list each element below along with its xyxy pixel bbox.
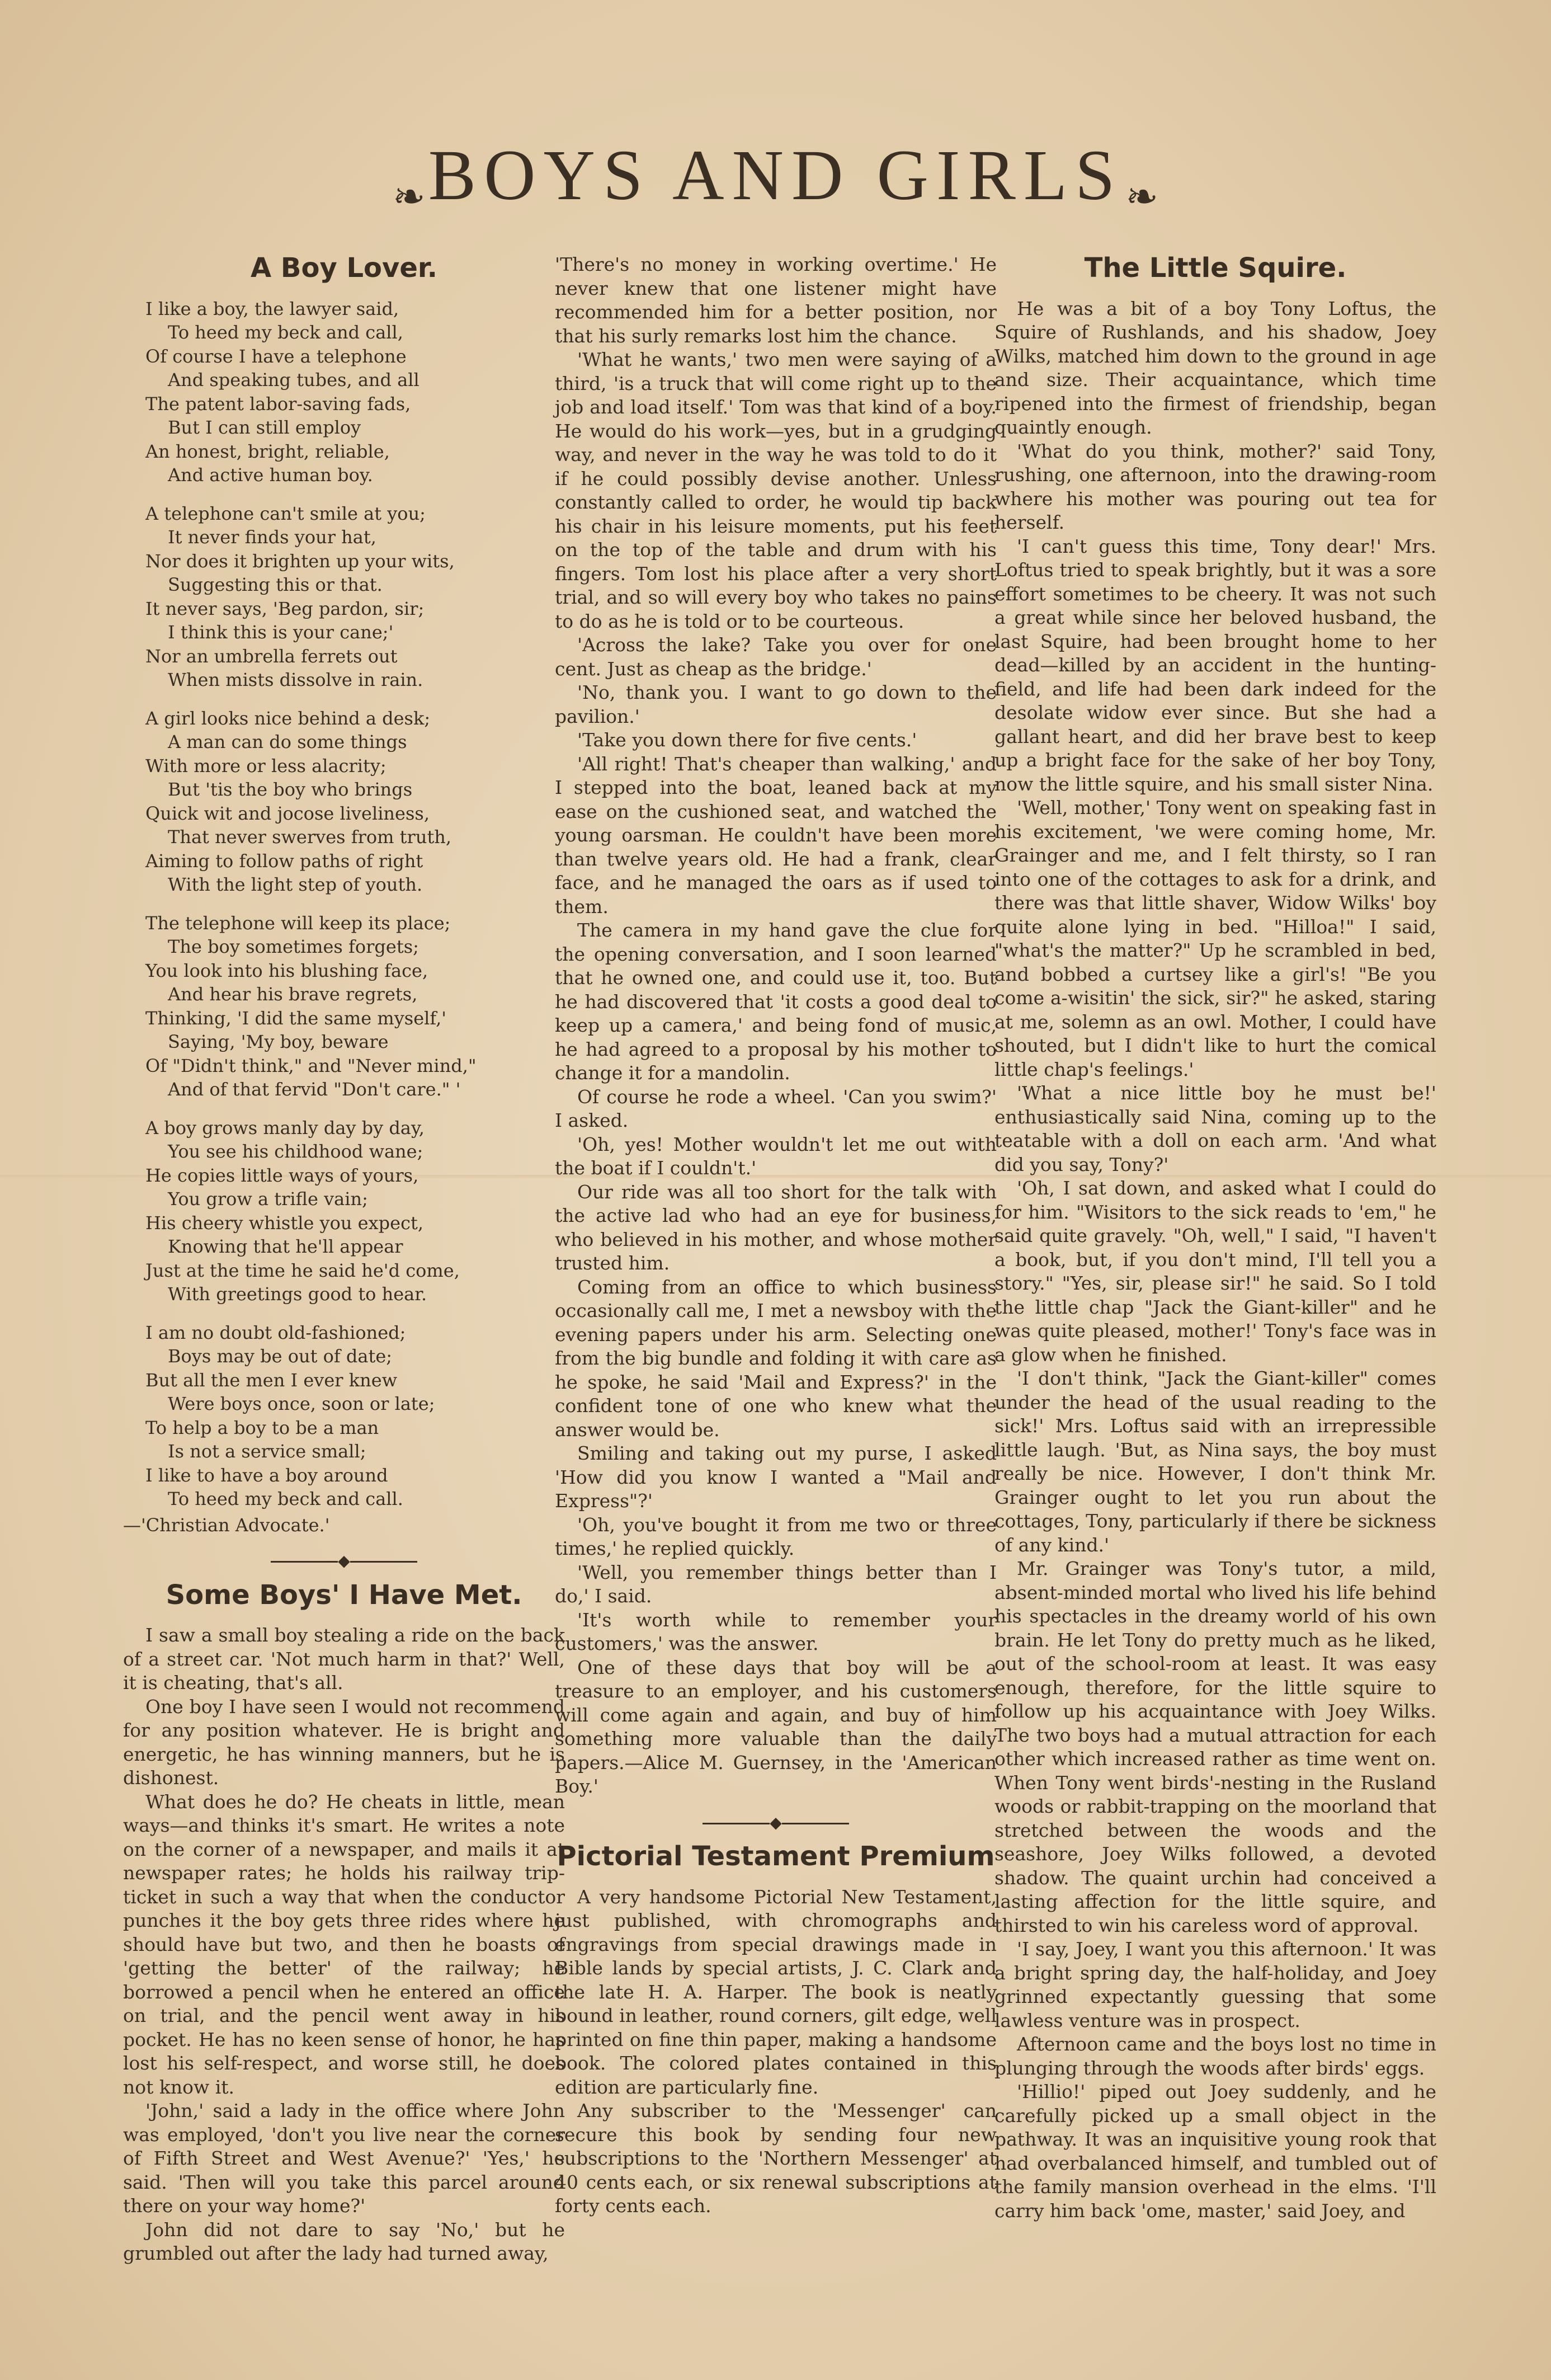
poem-line: It never finds your hat, — [168, 526, 376, 548]
poem-line: I think this is your cane;' — [168, 622, 394, 643]
column-1 — [123, 246, 565, 2266]
paragraph: 'Oh, yes! Mother wouldn't let me out with the boat if I couldn't.' — [555, 1133, 997, 1179]
left-ornament-icon: ❧ — [393, 173, 426, 220]
poem-line: With greetings good to hear. — [168, 1283, 427, 1305]
poem-line: But 'tis the boy who brings — [168, 779, 413, 800]
poem-line: I am no doubt old-fashioned; — [145, 1321, 406, 1343]
poem-stanza — [145, 502, 565, 692]
poem-line: But I can still employ — [168, 417, 361, 438]
poem-line: And speaking tubes, and all — [168, 369, 419, 391]
poem-line: To heed my beck and call. — [168, 1488, 403, 1509]
paragraph: The camera in my hand gave the clue for the opening conversation, and I soon learned that he owned one, and could use it, too. But he had discovered that 'it costs a good deal to keep up a camera,' and being fond of music, he had agreed to a proposal by his mother to change it for a mandolin. — [555, 919, 997, 1084]
poem-line: An honest, bright, reliable, — [145, 440, 390, 462]
paragraph: 'Oh, you've bought it from me two or three times,' he replied quickly. — [555, 1513, 997, 1559]
boys-met-title: Some Boys' I Have Met. — [166, 1579, 522, 1611]
poem-line: You grow a trifle vain; — [168, 1188, 368, 1210]
column-3 — [994, 246, 1436, 2223]
poem-line: Were boys once, soon or late; — [168, 1393, 435, 1414]
poem-stanza — [145, 911, 565, 1102]
poem-line: A man can do some things — [168, 731, 407, 752]
paragraph: 'There's no money in working overtime.' He never knew that one listener might have recommended him for a better position, nor that his surly remarks lost him the chance. — [555, 253, 997, 347]
poem-line: He copies little ways of yours, — [145, 1164, 419, 1186]
paragraph: 'Well, you remember things better than I do,' I said. — [555, 1561, 997, 1607]
poem-line: A boy grows manly day by day, — [145, 1117, 425, 1139]
column-2 — [555, 253, 997, 2218]
premium-title: Pictorial Testament Premium — [557, 1841, 995, 1872]
poem-line: Suggesting this or that. — [168, 574, 383, 595]
poem-stanza — [145, 297, 565, 487]
poem-line: It never says, 'Beg pardon, sir; — [145, 598, 425, 619]
poem-line: With the light step of youth. — [168, 874, 423, 895]
boy-lover-title: A Boy Lover. — [251, 252, 437, 284]
paragraph: 'No, thank you. I want to go down to the pavilion.' — [555, 681, 997, 727]
paragraph: 'All right! That's cheaper than walking,' and I stepped into the boat, leaned back at my ease on the cushioned seat, and watched the young oarsman. He couldn't have been more than twelve years old. He had a frank, clear face, and he managed the oars as if used to them. — [555, 752, 997, 918]
poem-line: To heed my beck and call, — [168, 322, 403, 343]
paragraph: 'Across the lake? Take you over for one cent. Just as cheap as the bridge.' — [555, 634, 997, 680]
paragraph: 'Hillio!' piped out Joey suddenly, and he carefully picked up a small object in the pathway. It was an inquisitive young rook that had overbalanced himself, and tumbled out of the family mansion overhead in the elms. 'I'll carry him back 'ome, master,' said Joey, and — [994, 2081, 1436, 2222]
paragraph: 'I don't think, "Jack the Giant-killer" comes under the head of the usual reading to the sick!' Mrs. Loftus said with an irrepressible little laugh. 'But, as Nina says, the boy must really be nice. However, I don't think Mr. Grainger ought to let you run about the cottages, Tony, particularly if there be sickness of any kind.' — [994, 1367, 1436, 1556]
poem-line: Knowing that he'll appear — [168, 1236, 403, 1257]
poem-line: And hear his brave regrets, — [168, 984, 418, 1005]
paragraph: 'Take you down there for five cents.' — [577, 729, 917, 751]
paragraph: Any subscriber to the 'Messenger' can secure this book by sending four new subscriptions to the 'Northern Messenger' at 40 cents each, or six renewal subscriptions at forty cents each. — [555, 2100, 997, 2217]
paragraph: I saw a small boy stealing a ride on the back of a street car. 'Not much harm in that?' Well, it is cheating, that's all. — [123, 1624, 565, 1694]
paragraph: One boy I have seen I would not recommend for any position whatever. He is bright and energetic, he has winning manners, but he is dishonest. — [123, 1695, 565, 1789]
poem-line: Quick wit and jocose liveliness, — [145, 802, 430, 824]
poem-line: Of course I have a telephone — [145, 345, 407, 367]
paragraph: Coming from an office to which business occasionally call me, I met a newsboy with the evening papers under his arm. Selecting one from the big bundle and folding it with care as he spoke, he said 'Mail and Express?' in the confident tone of one who knew what the answer would be. — [555, 1276, 997, 1441]
poem-line: The patent labor-saving fads, — [145, 393, 411, 415]
paragraph: 'What a nice little boy he must be!' enthusiastically said Nina, coming up to the teatable with a doll on each arm. 'And what did you say, Tony?' — [994, 1082, 1436, 1175]
poem-line: A telephone can't smile at you; — [145, 502, 426, 524]
paragraph: 'I can't guess this time, Tony dear!' Mrs. Loftus tried to speak brightly, but it was a sore effort sometimes to be cheery. It was not such a great while since her beloved husband, the last Squire, had been brought home to her dead—killed by an accident in the hunting-field, and life had been dark indeed for the desolate widow ever since. But she had a gallant heart, and did her brave best to keep up a bright face for the sake of her boy Tony, now the little squire, and his small sister Nina. — [994, 535, 1436, 795]
poem-line: You see his childhood wane; — [168, 1141, 423, 1162]
poem-line: Saying, 'My boy, beware — [168, 1031, 389, 1052]
poem-line: And active human boy. — [168, 464, 373, 486]
poem-line: Thinking, 'I did the same myself,' — [145, 1007, 447, 1029]
paragraph: 'What he wants,' two men were saying of a third, 'is a truck that will come right up to the job and load itself.' Tom was that kind of a boy. He would do his work—yes, but in a grudging way, and never in the way he was told to do it if he could possibly devise another. Unless constantly called to order, he would tip back his chair in his leisure moments, put his feet on the top of the table and drum with his fingers. Tom lost his place after a very short trial, and so will every boy who takes no pains to do as he is told or to be courteous. — [555, 349, 997, 632]
section-title: BOYS AND GIRLS — [428, 135, 1123, 215]
paragraph: Mr. Grainger was Tony's tutor, a mild, absent-minded mortal who lived his life behind his spectacles in the dreamy world of his own brain. He let Tony do pretty much as he liked, out of the school-room at least. It was easy enough, therefore, for the little squire to follow up his acquaintance with Joey Wilks. The two boys had a mutual attraction for each other which increased rather as time went on. When Tony went birds'-nesting in the Rusland woods or rabbit-trapping on the moorland that stretched between the woods and the seashore, Joey Wilks followed, a devoted shadow. The quaint urchin had conceived a lasting affection for the little squire, and thirsted to win his careless word of approval. — [994, 1558, 1436, 1936]
poem-line: But all the men I ever knew — [145, 1369, 398, 1391]
boy-lover-poem — [145, 297, 565, 1511]
right-ornament-icon: ❧ — [1125, 173, 1158, 220]
paragraph: A very handsome Pictorial New Testament, just published, with chromographs and engravings from special drawings made in Bible lands by special artists, J. C. Clark and the late H. A. Harper. The book is neatly bound in leather, round corners, gilt edge, well printed on fine thin paper, making a handsome book. The colored plates contained in this edition are particularly fine. — [555, 1885, 997, 2098]
paragraph: 'Well, mother,' Tony went on speaking fast in his excitement, 'we were coming home, Mr. Grainger and me, and I felt thirsty, so I ran into one of the cottages to ask for a drink, and there was that little shaver, Widow Wilks' boy quite alone lying in bed. "Hilloa!" I said, "what's the matter?" Up he scrambled in bed, and bobbed a curtsey like a girl's! "Be you come a-wisitin' the sick, sir?" he asked, staring at me, solemn as an owl. Mother, I could have shouted, but I didn't like to hurt the comical little chap's feelings.' — [994, 797, 1436, 1080]
paragraph: What does he do? He cheats in little, mean ways—and thinks it's smart. He writes a note on the corner of a newspaper, and mails it at newspaper rates; he holds his railway trip-ticket in such a way that when the conductor punches it the boy gets three rides where he should have but two, and then he boasts of 'getting the better' of the railway; he borrowed a pencil when he entered an office on trial, and the pencil went away in his pocket. He has no keen sense of honor, he has lost his self-respect, and worse still, he does not know it. — [123, 1790, 565, 2098]
paragraph: John did not dare to say 'No,' but he grumbled out after the lady had turned away, — [123, 2218, 565, 2264]
paragraph: One of these days that boy will be a treasure to an employer, and his customers will come again and again, and buy of him something more valuable than the daily papers.—Alice M. Guernsey, in the 'American Boy.' — [555, 1656, 997, 1797]
paragraph: Afternoon came and the boys lost no time in plunging through the woods after birds' eggs. — [994, 2033, 1436, 2079]
poem-line: When mists dissolve in rain. — [168, 669, 423, 690]
poem-line: Just at the time he said he'd come, — [145, 1259, 460, 1281]
paragraph: 'It's worth while to remember your customers,' was the answer. — [555, 1608, 997, 1654]
paragraph: 'I say, Joey, I want you this afternoon.' It was a bright spring day, the half-holiday, and Joey grinned expectantly guessing that some lawless venture was in prospect. — [994, 1938, 1436, 2031]
poem-line: Boys may be out of date; — [168, 1346, 393, 1367]
paragraph: Our ride was all too short for the talk with the active lad who had an eye for business, who believed in his mother, and whose mother trusted him. — [555, 1180, 997, 1274]
poem-line: Nor does it brighten up your wits, — [145, 550, 455, 572]
poem-line: The telephone will keep its place; — [145, 912, 451, 934]
paragraph: 'Oh, I sat down, and asked what I could do for him. "Wisitors to the sick reads to 'em," he said quite gravely. "Oh, well," I said, "I haven't a book, but, if you don't mind, I'll tell you a story." "Yes, sir, please sir!" he said. So I told the little chap "Jack the Giant-killer" and he was quite pleased, mother!' Tony's face was in a glow when he finished. — [994, 1177, 1436, 1366]
masthead — [0, 134, 1551, 220]
paragraph: 'What do you think, mother?' said Tony, rushing, one afternoon, into the drawing-room where his mother was pouring out tea for herself. — [994, 440, 1436, 533]
squire-title: The Little Squire. — [1084, 252, 1347, 284]
poem-line: The boy sometimes forgets; — [168, 936, 419, 957]
poem-line: I like a boy, the lawyer said, — [145, 298, 399, 319]
poem-line: His cheery whistle you expect, — [145, 1212, 424, 1234]
paragraph: He was a bit of a boy Tony Loftus, the Squire of Rushlands, and his shadow, Joey Wilks, matched him down to the ground in age and size. Their acquaintance, which time ripened into the firmest of friendship, began quaintly enough. — [994, 297, 1436, 438]
poem-stanza — [145, 707, 565, 897]
poem-stanza — [145, 1321, 565, 1511]
section-divider: ◆ — [123, 1549, 565, 1573]
poem-line: You look into his blushing face, — [145, 959, 428, 981]
section-divider: ◆ — [555, 1811, 997, 1835]
poem-line: A girl looks nice behind a desk; — [145, 707, 431, 729]
poem-line: To help a boy to be a man — [145, 1417, 379, 1438]
paragraph: Smiling and taking out my purse, I asked 'How did you know I wanted a "Mail and Express"?' — [555, 1442, 997, 1512]
paragraph: 'John,' said a lady in the office where John was employed, 'don't you live near the corner of Fifth Street and West Avenue?' 'Yes,' he said. 'Then will you take this parcel around there on your way home?' — [123, 2100, 565, 2217]
poem-line: Of "Didn't think," and "Never mind," — [145, 1055, 477, 1076]
poem-line: I like to have a boy around — [145, 1464, 388, 1486]
poem-line: That never swerves from truth, — [168, 826, 452, 848]
poem-line: Is not a service small; — [168, 1441, 366, 1462]
poem-stanza — [145, 1116, 565, 1306]
poem-line: Nor an umbrella ferrets out — [145, 645, 398, 667]
poem-attribution: —'Christian Advocate.' — [123, 1514, 330, 1536]
poem-line: With more or less alacrity; — [145, 755, 386, 777]
poem-line: Aiming to follow paths of right — [145, 850, 423, 872]
poem-line: And of that fervid "Don't care." ' — [168, 1079, 461, 1100]
paragraph: Of course he rode a wheel. 'Can you swim?' I asked. — [555, 1085, 997, 1131]
